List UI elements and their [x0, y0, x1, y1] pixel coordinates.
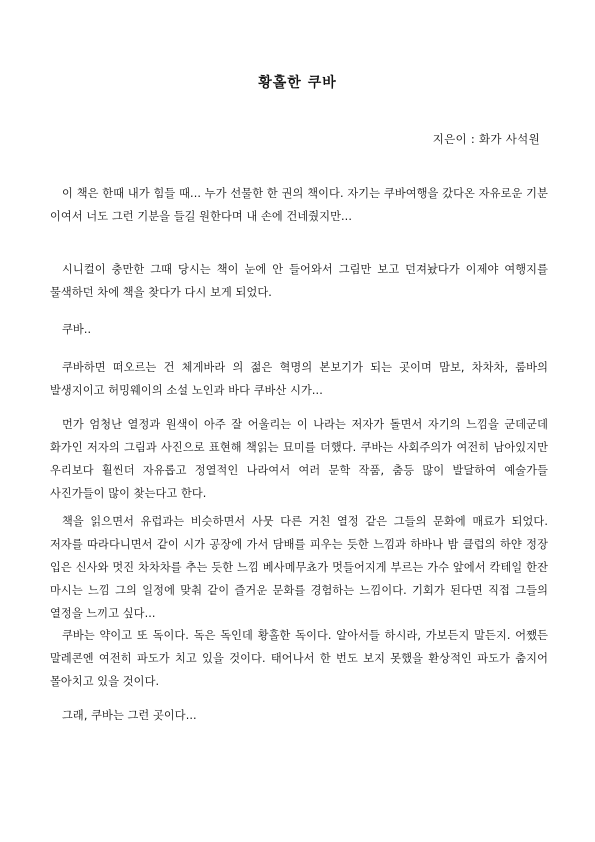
document-title: 황홀한 쿠바	[258, 75, 337, 91]
paragraph-8: 그래, 쿠바는 그런 곳이다...	[62, 709, 197, 722]
paragraph-5: 먼가 엄청난 열정과 원색이 아주 잘 어울리는 이 나라는 저자가 돌면서 자기의 느낌을 군데군데 화가인 저자의 그림과 사진으로 표현해 책읽는 묘미를 더했다. 쿠바는 사회주의가 여전히 남아있지만 우리보다 훨씬더 자유롭고 정열적인 나라여서 여러 문학 작품, 춤등 많이 발달하여 예술가들 사진가들이 많이 찾는다고 한다.	[50, 418, 548, 500]
paragraph-7: 쿠바는 약이고 또 독이다. 독은 독인데 황홀한 독이다. 알아서들 하시라, 가보든지 말든지. 어쨌든 말레콘엔 여전히 파도가 치고 있을 것이다. 태어나서 한 번도 보지 못했을 환상적인 파도가 춤지어 몰아치고 있을 것이다.	[50, 629, 548, 688]
paragraph-2: 시니컬이 충만한 그때 당시는 책이 눈에 안 들어와서 그림만 보고 던져놨다가 이제야 여행지를 물색하던 차에 책을 찾다가 다시 보게 되었다.	[50, 263, 548, 299]
paragraph-1: 이 책은 한때 내가 힘들 때... 누가 선물한 한 권의 책이다. 자기는 쿠바여행을 갔다온 자유로운 기분 이여서 너도 그런 기분을 들길 원한다며 내 손에 건네줬지만...	[50, 187, 548, 223]
paragraph-6: 책을 읽으면서 유럽과는 비슷하면서 사뭇 다른 거친 열정 같은 그들의 문화에 매료가 되었다. 저자를 따라다니면서 같이 시가 공장에 가서 담배를 피우는 듯한 느낌과 하바나 밤 클럽의 하얀 정장 입은 신사와 멋진 차차차를 추는 듯한 느낌 베사메무쵸가 멋들어지게 부르는 가수 앞에서 칵테일 한잔 마시는 느낌 그의 일정에 맞춰 같이 즐거운 문화를 경험하는 느낌이다. 기회가 된다면 직접 그들의 열정을 느끼고 싶다...	[50, 515, 548, 620]
paragraph-4: 쿠바하면 떠오르는 건 체게바라 의 젊은 혁명의 본보기가 되는 곳이며 맘보, 차차차, 룸바의 발생지이고 허밍웨이의 소설 노인과 바다 쿠바산 시가...	[50, 361, 548, 397]
author-line: 지은이 : 화가 사석원	[432, 132, 540, 146]
paragraph-3: 쿠바..	[62, 323, 92, 336]
